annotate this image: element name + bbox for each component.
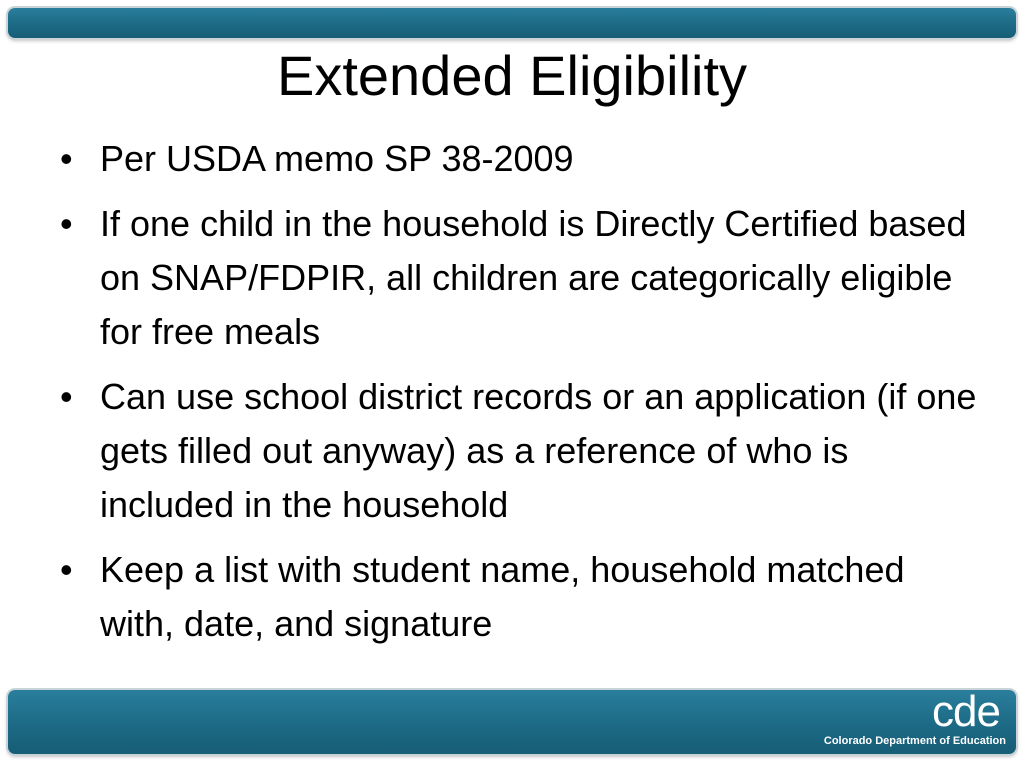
bullet-text: Keep a list with student name, household matched with, date, and signature [100,549,905,644]
cde-logo [776,687,1006,752]
bullet-text: If one child in the household is Directly Certified based on SNAP/FDPIR, all children are categorically eligible for free meals [100,203,967,352]
bullet-icon: • [60,138,73,179]
header-bar [8,8,1016,38]
logo-caption: Colorado Department of Education [823,735,1006,747]
logo-mark: cde [932,687,1000,736]
bullet-text: Can use school district records or an application (if one gets filled out anyway) as a reference of who is included in the household [100,376,977,525]
bullet-item [56,370,986,532]
bullet-item [56,132,986,186]
bullet-item [56,197,986,359]
bullet-icon: • [60,376,73,417]
bullet-icon: • [60,549,73,590]
bullet-list [56,132,986,662]
bullet-item [56,543,986,651]
bullet-icon: • [60,203,73,244]
slide-title: Extended Eligibility [276,44,748,107]
bullet-text: Per USDA memo SP 38-2009 [100,138,574,179]
